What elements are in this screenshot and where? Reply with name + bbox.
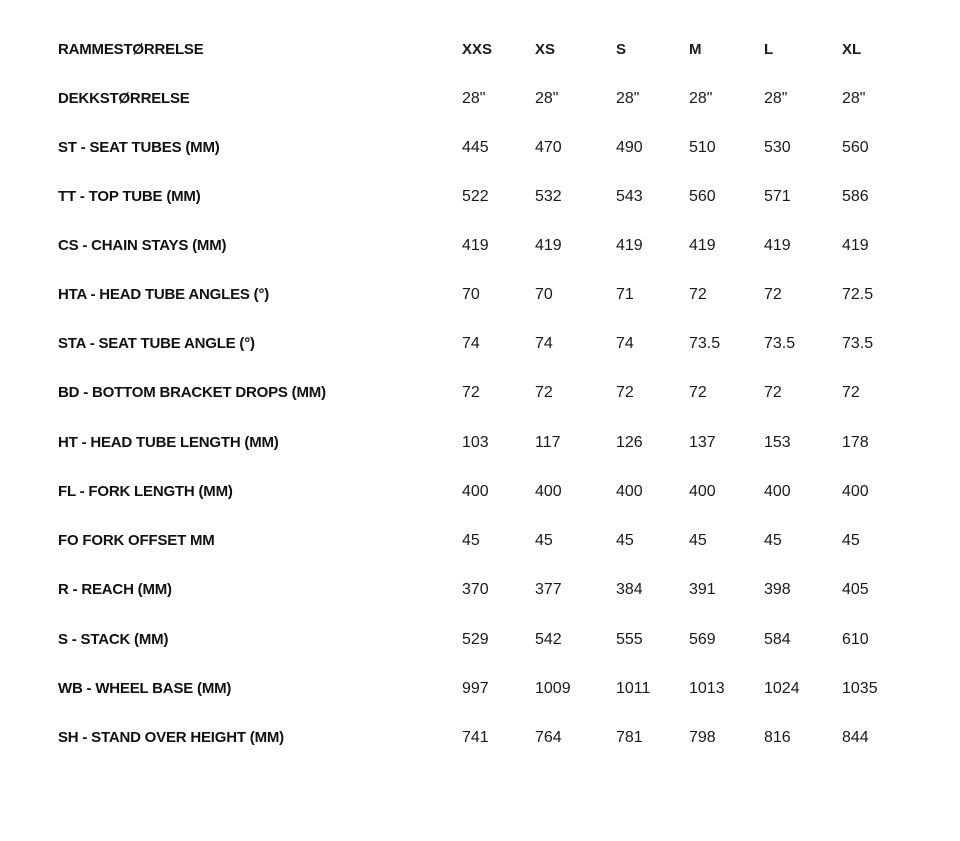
row-value: 522 bbox=[462, 188, 489, 205]
row-label: TT - TOP TUBE (MM) bbox=[58, 188, 201, 205]
row-value: 28" bbox=[616, 90, 640, 107]
table-row bbox=[0, 270, 960, 319]
row-value: 844 bbox=[842, 729, 869, 746]
row-value: 543 bbox=[616, 188, 643, 205]
row-value: 72 bbox=[535, 384, 553, 401]
row-value: 1009 bbox=[535, 680, 571, 697]
row-value: 764 bbox=[535, 729, 562, 746]
row-label: R - REACH (MM) bbox=[58, 581, 172, 598]
row-value: 72 bbox=[764, 384, 782, 401]
row-label: DEKKSTØRRELSE bbox=[58, 90, 190, 107]
row-value: 584 bbox=[764, 631, 791, 648]
table-row bbox=[0, 221, 960, 270]
row-value: 445 bbox=[462, 139, 489, 156]
row-value: 72 bbox=[616, 384, 634, 401]
row-value: 126 bbox=[616, 434, 643, 451]
row-value: 71 bbox=[616, 286, 634, 303]
row-label: HTA - HEAD TUBE ANGLES (°) bbox=[58, 286, 270, 303]
row-value: 45 bbox=[689, 532, 707, 549]
table-row bbox=[0, 74, 960, 123]
row-value: 530 bbox=[764, 139, 791, 156]
row-value: 72 bbox=[842, 384, 860, 401]
row-value: 798 bbox=[689, 729, 716, 746]
row-value: 45 bbox=[842, 532, 860, 549]
row-value: 555 bbox=[616, 631, 643, 648]
table-row bbox=[0, 172, 960, 221]
row-value: 28" bbox=[842, 90, 866, 107]
header-size-xxs: XXS bbox=[462, 41, 493, 58]
row-value: 370 bbox=[462, 581, 489, 598]
row-value: 103 bbox=[462, 434, 489, 451]
row-label: WB - WHEEL BASE (MM) bbox=[58, 680, 232, 697]
row-value: 74 bbox=[462, 335, 480, 352]
row-value: 560 bbox=[689, 188, 716, 205]
row-value: 400 bbox=[535, 483, 562, 500]
row-value: 560 bbox=[842, 139, 869, 156]
row-label: SH - STAND OVER HEIGHT (MM) bbox=[58, 729, 284, 746]
header-size-l: L bbox=[764, 41, 774, 58]
row-value: 1035 bbox=[842, 680, 878, 697]
row-value: 400 bbox=[764, 483, 791, 500]
row-value: 529 bbox=[462, 631, 489, 648]
row-value: 398 bbox=[764, 581, 791, 598]
row-value: 419 bbox=[689, 237, 716, 254]
row-value: 45 bbox=[535, 532, 553, 549]
row-value: 400 bbox=[842, 483, 869, 500]
row-value: 73.5 bbox=[842, 335, 874, 352]
table-row bbox=[0, 664, 960, 713]
row-value: 405 bbox=[842, 581, 869, 598]
row-value: 74 bbox=[616, 335, 634, 352]
row-value: 586 bbox=[842, 188, 869, 205]
row-value: 28" bbox=[689, 90, 713, 107]
row-value: 72 bbox=[462, 384, 480, 401]
row-value: 741 bbox=[462, 729, 489, 746]
row-value: 1013 bbox=[689, 680, 725, 697]
row-value: 178 bbox=[842, 434, 869, 451]
row-value: 510 bbox=[689, 139, 716, 156]
row-value: 400 bbox=[462, 483, 489, 500]
row-value: 384 bbox=[616, 581, 643, 598]
row-value: 569 bbox=[689, 631, 716, 648]
row-value: 72 bbox=[689, 286, 707, 303]
row-value: 117 bbox=[535, 434, 561, 451]
row-value: 28" bbox=[462, 90, 486, 107]
row-value: 542 bbox=[535, 631, 562, 648]
row-value: 73.5 bbox=[689, 335, 721, 352]
row-value: 391 bbox=[689, 581, 716, 598]
header-size-s: S bbox=[616, 41, 627, 58]
row-value: 610 bbox=[842, 631, 869, 648]
row-value: 73.5 bbox=[764, 335, 796, 352]
row-value: 781 bbox=[616, 729, 643, 746]
row-value: 532 bbox=[535, 188, 562, 205]
row-value: 419 bbox=[764, 237, 791, 254]
row-value: 72 bbox=[764, 286, 782, 303]
table-row bbox=[0, 615, 960, 664]
row-value: 419 bbox=[462, 237, 489, 254]
header-size-m: M bbox=[689, 41, 702, 58]
table-row bbox=[0, 467, 960, 516]
row-value: 137 bbox=[689, 434, 716, 451]
row-value: 153 bbox=[764, 434, 791, 451]
row-value: 997 bbox=[462, 680, 489, 697]
row-label: CS - CHAIN STAYS (MM) bbox=[58, 237, 227, 254]
table-row bbox=[0, 565, 960, 614]
row-value: 45 bbox=[462, 532, 480, 549]
row-value: 400 bbox=[689, 483, 716, 500]
row-value: 419 bbox=[842, 237, 869, 254]
row-label: BD - BOTTOM BRACKET DROPS (MM) bbox=[58, 384, 326, 401]
row-label: FL - FORK LENGTH (MM) bbox=[58, 483, 233, 500]
table-header-row bbox=[0, 25, 960, 74]
row-value: 72 bbox=[689, 384, 707, 401]
header-label-frame-size: RAMMESTØRRELSE bbox=[58, 41, 204, 58]
table-row bbox=[0, 319, 960, 368]
header-size-xl: XL bbox=[842, 41, 862, 58]
table-row bbox=[0, 368, 960, 417]
header-size-xs: XS bbox=[535, 41, 556, 58]
row-value: 490 bbox=[616, 139, 643, 156]
row-label: STA - SEAT TUBE ANGLE (°) bbox=[58, 335, 255, 352]
row-value: 28" bbox=[535, 90, 559, 107]
row-value: 419 bbox=[616, 237, 643, 254]
row-value: 470 bbox=[535, 139, 562, 156]
table-row bbox=[0, 123, 960, 172]
row-label: ST - SEAT TUBES (MM) bbox=[58, 139, 220, 156]
row-value: 419 bbox=[535, 237, 562, 254]
row-value: 28" bbox=[764, 90, 788, 107]
row-label: HT - HEAD TUBE LENGTH (MM) bbox=[58, 434, 279, 451]
table-row bbox=[0, 516, 960, 565]
row-value: 1024 bbox=[764, 680, 800, 697]
table-row bbox=[0, 418, 960, 467]
row-value: 816 bbox=[764, 729, 791, 746]
row-value: 377 bbox=[535, 581, 562, 598]
row-value: 571 bbox=[764, 188, 791, 205]
row-value: 74 bbox=[535, 335, 553, 352]
row-value: 70 bbox=[462, 286, 480, 303]
row-value: 45 bbox=[764, 532, 782, 549]
row-value: 72.5 bbox=[842, 286, 874, 303]
table-row bbox=[0, 713, 960, 762]
row-value: 1011 bbox=[616, 680, 651, 697]
row-value: 45 bbox=[616, 532, 634, 549]
row-value: 70 bbox=[535, 286, 553, 303]
row-value: 400 bbox=[616, 483, 643, 500]
row-label: FO FORK OFFSET MM bbox=[58, 532, 215, 549]
row-label: S - STACK (MM) bbox=[58, 631, 169, 648]
